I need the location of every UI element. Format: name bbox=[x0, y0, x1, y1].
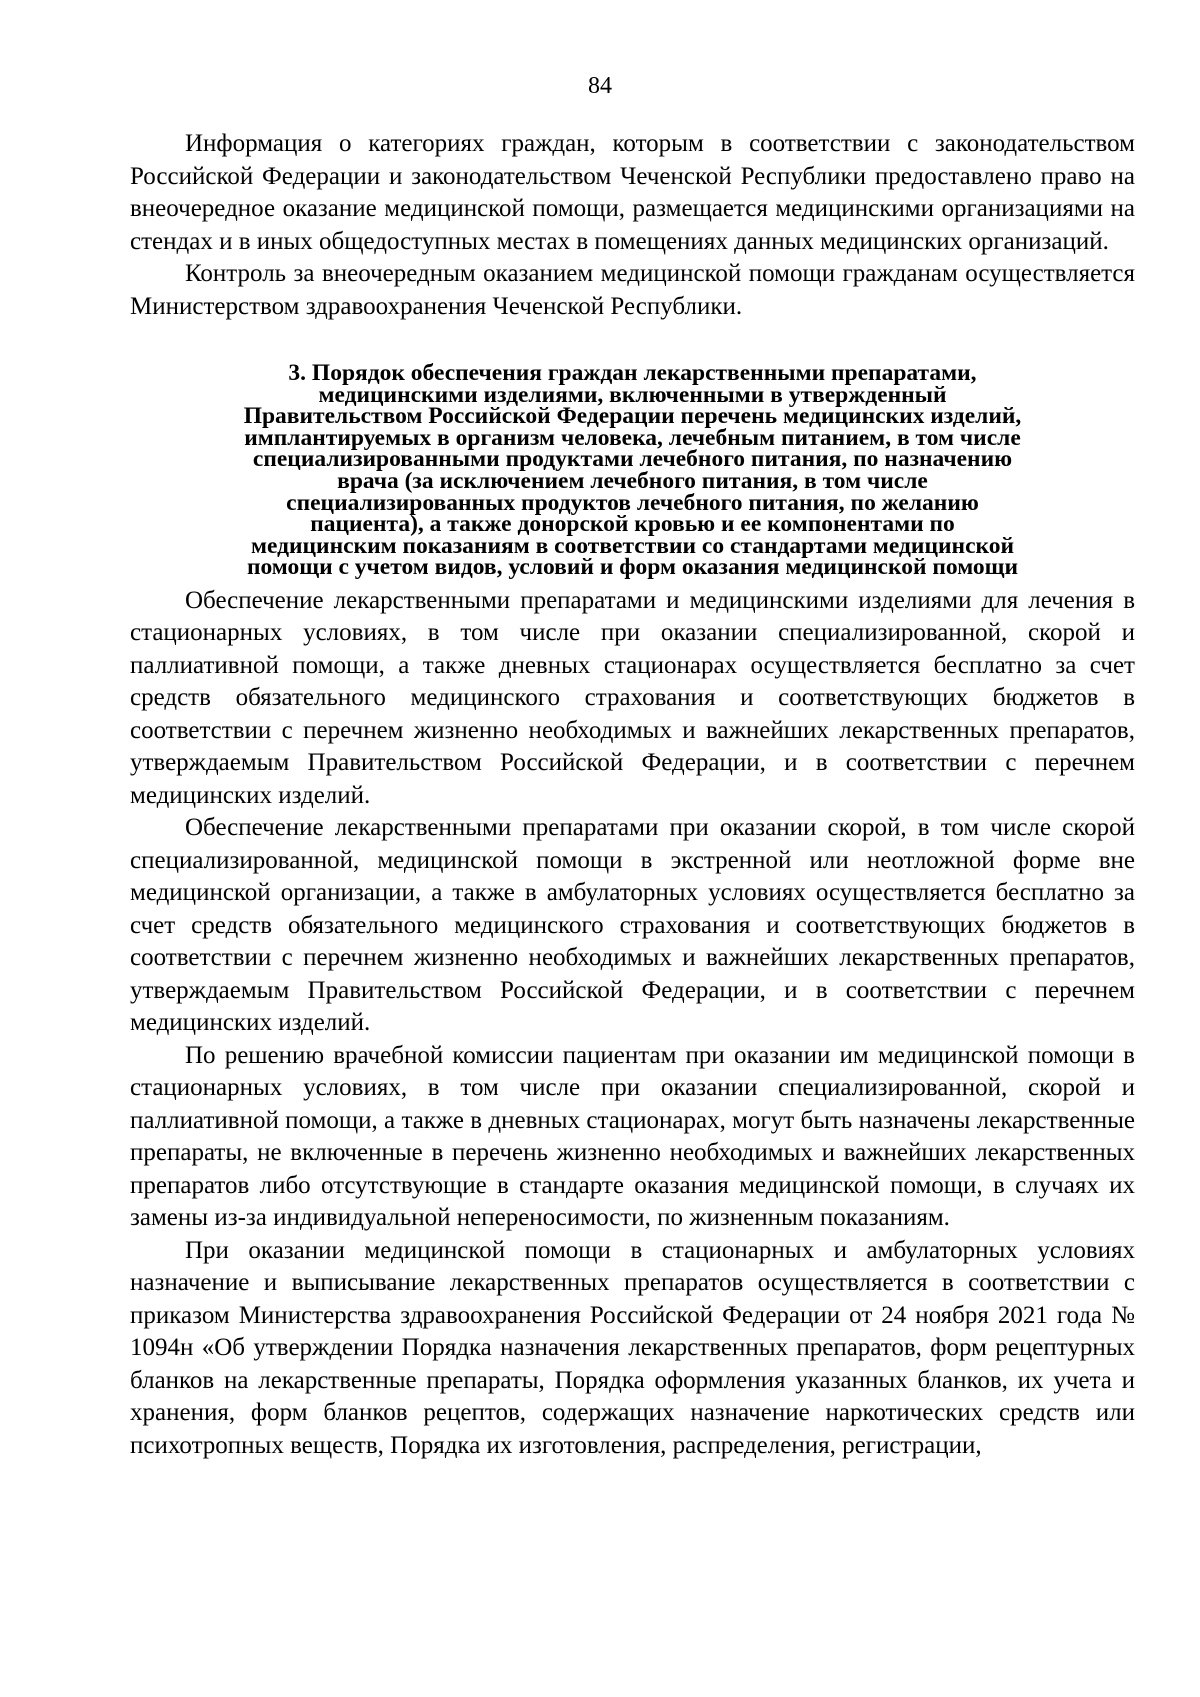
heading-line: специализированными продуктами лечебного питания, по назначению bbox=[252, 446, 1013, 473]
heading-line: врача (за исключением лечебного питания, в том числе bbox=[337, 467, 928, 494]
heading-line: медицинскими изделиями, включенными в утвержденный bbox=[318, 381, 947, 408]
heading-line: 3. Порядок обеспечения граждан лекарственными препаратами, bbox=[288, 360, 977, 386]
heading-line: имплантируемых в организм человека, лечебным питанием, в том числе bbox=[244, 424, 1021, 451]
paragraph-medical-commission: По решению врачебной комиссии пациентам при оказании им медицинской помощи в стационарных условиях, в том числе при оказании специализированной, скорой и паллиативной помощи, а также в дневных стационарах, могут быть назначены лекарственные препараты, не включенные в перечень жизненно необходимых и важнейших лекарственных препаратов либо отсутствующие в стандарте оказания медицинской помощи, в случаях их замены из-за индивидуальной непереносимости, по жизненным показаниям. bbox=[130, 1041, 1135, 1232]
paragraph-priority-info: Информация о категориях граждан, которым в соответствии с законодательством Российской Федерации и законодательством Чеченской Республики предоставлено право на внеочередное оказание медицинской помощи, размещается медицинскими организациями на стендах и в иных общедоступных местах в помещениях данных медицинских организаций. bbox=[130, 130, 1135, 255]
section-heading bbox=[130, 360, 1135, 581]
heading-line: специализированных продуктов лечебного питания, по желанию bbox=[286, 489, 979, 516]
paragraph-emergency-supply: Обеспечение лекарственными препаратами при оказании скорой, в том числе скорой специализированной, медицинской помощи в экстренной или неотложной форме вне медицинской организации, а также в амбулаторных условиях осуществляется бесплатно за счет средств обязательного медицинского страхования и соответствующих бюджетов в соответствии с перечнем жизненно необходимых и важнейших лекарственных препаратов, утверждаемым Правительством Российской Федерации, и в соответствии с перечнем медицинских изделий. bbox=[130, 814, 1135, 1037]
page-body bbox=[130, 128, 1135, 1462]
page-number: 84 bbox=[588, 73, 612, 99]
paragraph-prescription-order: При оказании медицинской помощи в стационарных и амбулаторных условиях назначение и выписывание лекарственных препаратов осуществляется в соответствии с приказом Министерства здравоохранения Российской Федерации от 24 ноября 2021 года № 1094н «Об утверждении Порядка назначения лекарственных препаратов, форм рецептурных бланков на лекарственные препараты, Порядка оформления указанных бланков, их учета и хранения, форм бланков рецептов, содержащих назначение наркотических средств или психотропных веществ, Порядка их изготовления, распределения, регистрации, bbox=[130, 1236, 1135, 1459]
paragraph-inpatient-supply: Обеспечение лекарственными препаратами и медицинскими изделиями для лечения в стационарных условиях, в том числе при оказании специализированной, скорой и паллиативной помощи, а также дневных стационарах осуществляется бесплатно за счет средств обязательного медицинского страхования и соответствующих бюджетов в соответствии с перечнем жизненно необходимых и важнейших лекарственных препаратов, утверждаемым Правительством Российской Федерации, и в соответствии с перечнем медицинских изделий. bbox=[130, 586, 1135, 809]
heading-line: медицинским показаниям в соответствии со стандартами медицинской bbox=[250, 532, 1015, 559]
heading-line: пациента), а также донорской кровью и ее компонентами по bbox=[310, 511, 955, 538]
heading-line: помощи с учетом видов, условий и форм оказания медицинской помощи bbox=[246, 554, 1019, 581]
paragraph-priority-control: Контроль за внеочередным оказанием медицинской помощи гражданам осуществляется Министерством здравоохранения Чеченской Республики. bbox=[130, 260, 1135, 320]
heading-line: Правительством Российской Федерации перечень медицинских изделий, bbox=[243, 403, 1022, 430]
